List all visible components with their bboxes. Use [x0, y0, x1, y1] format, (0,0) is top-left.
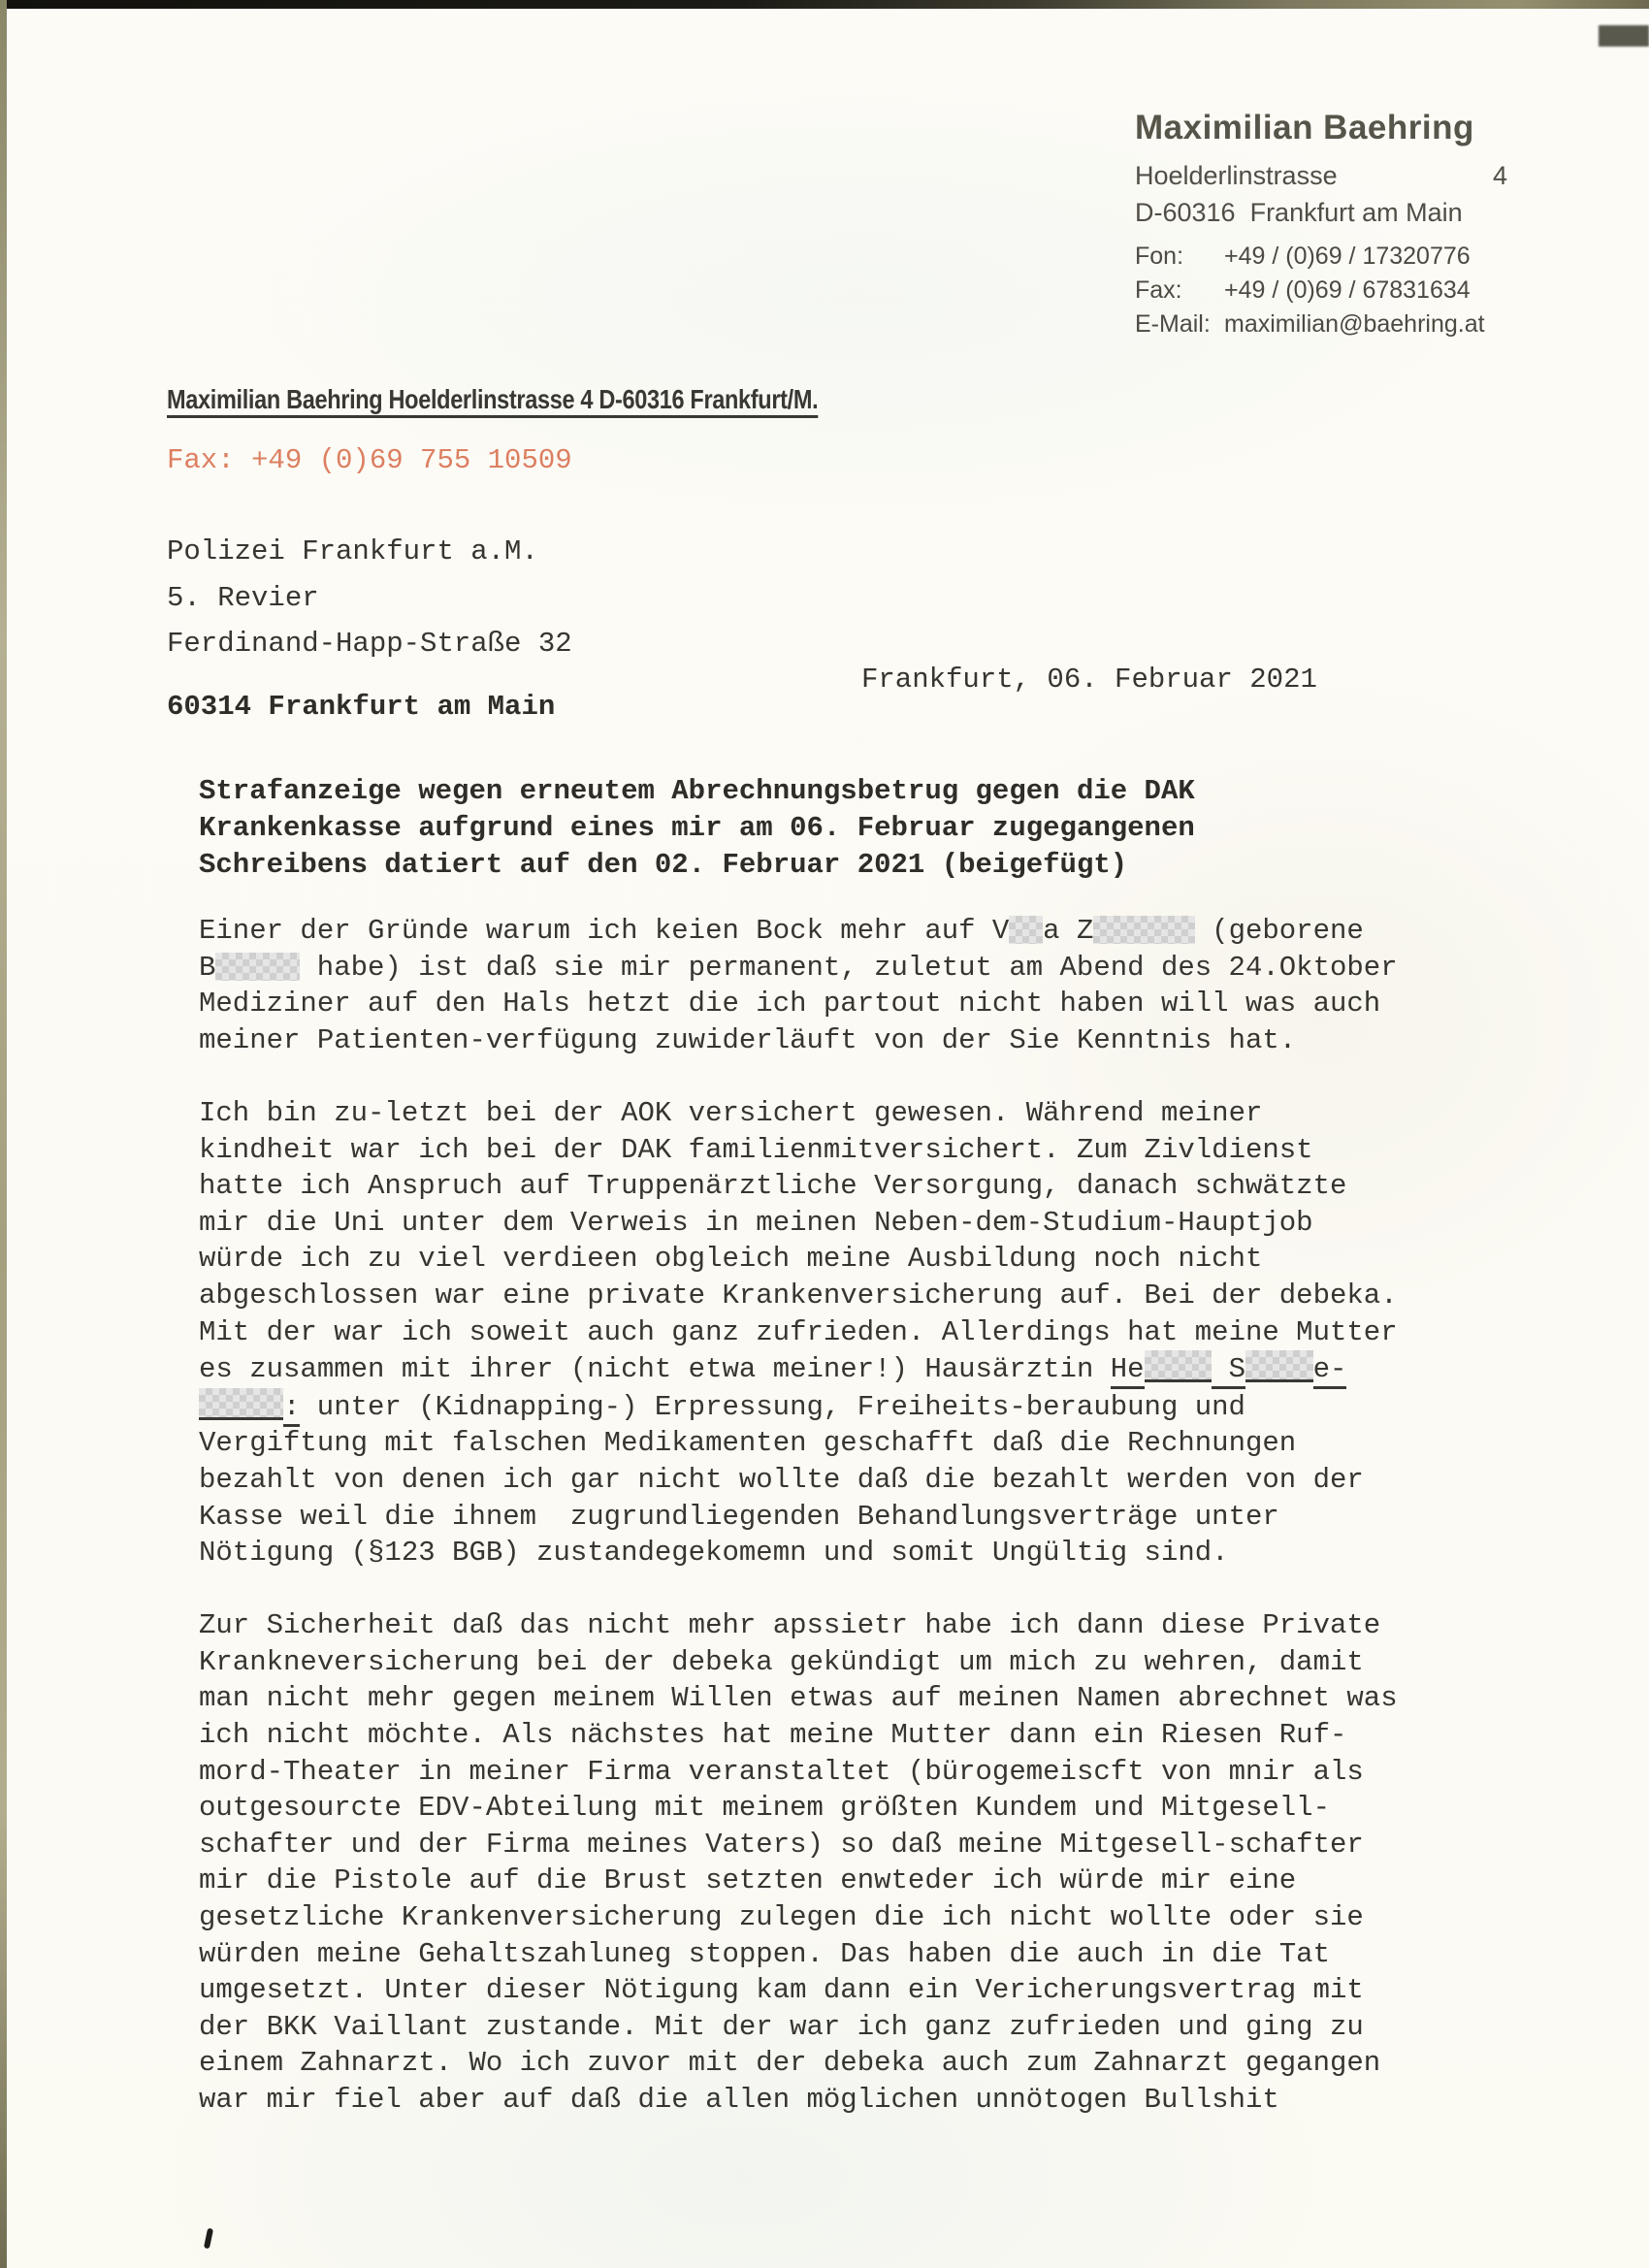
- scan-edge-left: [0, 0, 7, 2268]
- body-line: [199, 2045, 1398, 2082]
- body-line: [199, 1168, 1398, 1205]
- text-segment: Einer der Gründe warum ich keien Bock mehr auf V: [199, 915, 1010, 947]
- text-segment: He: [1111, 1353, 1145, 1389]
- scan-speck: [204, 2228, 213, 2250]
- scan-edge-top: [0, 0, 1649, 9]
- text-segment: gesetzliche Krankenversicherung zulegen die ich nicht wollte oder sie: [199, 1901, 1364, 1934]
- text-segment: habe) ist daß sie mir permanent, zuletut am Abend des 24.Oktober: [300, 951, 1398, 984]
- body-line: [199, 1680, 1398, 1717]
- body-line: [199, 1132, 1398, 1169]
- redaction-box: [1009, 916, 1043, 944]
- contact-value: maximilian@baehring.at: [1224, 310, 1485, 338]
- body-line: [199, 1827, 1398, 1863]
- text-segment: :: [283, 1391, 300, 1427]
- text-segment: umgesetzt. Unter dieser Nötigung kam dann ein Vericherungsvertrag mit: [199, 1974, 1364, 2007]
- text-segment: Ich bin zu-letzt bei der AOK versichert gewesen. Während meiner: [199, 1096, 1263, 1129]
- body-line: [199, 1278, 1398, 1314]
- text-segment: es zusammen mit ihrer (nicht etwa meiner!) Hausärztin: [199, 1353, 1111, 1386]
- redaction-box: [1093, 916, 1194, 944]
- contact-label: E-Mail:: [1135, 310, 1211, 338]
- text-segment: Kasse weil die ihnem zugrundliegenden Behandlungsverträge unter: [199, 1500, 1279, 1533]
- body-line: [199, 1095, 1398, 1132]
- text-segment: man nicht mehr gegen meinem Willen etwas auf meinen Namen abrechnet was: [199, 1682, 1398, 1715]
- body-line: [199, 1499, 1398, 1536]
- body-line: [199, 2009, 1398, 2046]
- letterhead-street-line: [1135, 161, 1507, 191]
- body-line: [199, 913, 1398, 950]
- body-line: [199, 950, 1398, 987]
- letterhead-name: Maximilian Baehring: [1135, 109, 1474, 146]
- body-line: [199, 1314, 1398, 1351]
- letterhead-contact-row: [1135, 308, 1507, 341]
- letter-body: [199, 913, 1398, 2155]
- text-segment: (geborene: [1194, 915, 1364, 947]
- body-line: [199, 1607, 1398, 1644]
- redaction-box: [199, 1388, 283, 1420]
- body-line: [199, 1022, 1398, 1059]
- redaction-box: [1245, 1350, 1313, 1382]
- recipient-line: 5. Revier: [167, 581, 319, 614]
- paragraph: [199, 1607, 1398, 2118]
- body-line: [199, 1388, 1398, 1426]
- text-segment: Zur Sicherheit daß das nicht mehr apssietr habe ich dann diese Private: [199, 1609, 1381, 1642]
- body-line: [199, 1644, 1398, 1681]
- letterhead-city-line: D-60316 Frankfurt am Main: [1135, 198, 1463, 227]
- body-line: [199, 1972, 1398, 2009]
- letterhead-contact-row: [1135, 240, 1507, 274]
- body-line: [199, 1350, 1398, 1388]
- contact-label: Fax:: [1135, 276, 1182, 304]
- letterhead-street-number: 4: [1492, 161, 1507, 190]
- body-line: [199, 1241, 1398, 1278]
- body-line: [199, 1462, 1398, 1499]
- text-segment: meiner Patienten-verfügung zuwiderläuft von der Sie Kenntnis hat.: [199, 1023, 1297, 1056]
- recipient-line: Ferdinand-Happ-Straße 32: [167, 628, 572, 660]
- body-line: [199, 986, 1398, 1022]
- letterhead-contact-row: [1135, 274, 1507, 308]
- recipient-line: Polizei Frankfurt a.M.: [167, 535, 538, 567]
- body-line: [199, 1205, 1398, 1242]
- text-segment: würde ich zu viel verdieen obgleich meine Ausbildung noch nicht: [199, 1243, 1263, 1276]
- body-line: [199, 1899, 1398, 1936]
- text-segment: e-: [1313, 1353, 1347, 1389]
- text-segment: der BKK Vaillant zustande. Mit der war ich ganz zufrieden und ging zu: [199, 2010, 1364, 2043]
- subject-line: Krankenkasse aufgrund eines mir am 06. Februar zugegangenen: [199, 812, 1195, 844]
- text-segment: S: [1212, 1353, 1245, 1389]
- text-segment: mord-Theater in meiner Firma veranstaltet (bürogemeiscft von mnir als: [199, 1755, 1364, 1788]
- text-segment: Vergiftung mit falschen Medikamenten geschafft daß die Rechnungen: [199, 1427, 1297, 1460]
- paragraph: [199, 1095, 1398, 1571]
- letterhead-street-name: Hoelderlinstrasse: [1135, 161, 1338, 190]
- recipient-address-block: [167, 529, 572, 667]
- text-segment: hatte ich Anspruch auf Truppenärztliche Versorgung, danach schwätzte: [199, 1170, 1347, 1203]
- contact-label: Fon:: [1135, 243, 1184, 270]
- text-segment: B: [199, 951, 216, 984]
- text-segment: Mit der war ich soweit auch ganz zufrieden. Allerdings hat meine Mutter: [199, 1315, 1398, 1348]
- text-segment: unter (Kidnapping-) Erpressung, Freiheits-beraubung und: [300, 1390, 1245, 1423]
- body-line: [199, 1425, 1398, 1462]
- body-line: [199, 1717, 1398, 1754]
- body-line: [199, 1790, 1398, 1827]
- body-line: [199, 1863, 1398, 1899]
- contact-value: +49 / (0)69 / 17320776: [1224, 243, 1471, 270]
- text-segment: a Z: [1043, 915, 1094, 947]
- letterhead: [1135, 109, 1507, 341]
- text-segment: ich nicht möchte. Als nächstes hat meine Mutter dann ein Riesen Ruf-: [199, 1719, 1347, 1752]
- dateline: Frankfurt, 06. Februar 2021: [861, 664, 1317, 696]
- text-segment: war mir fiel aber auf daß die allen möglichen unnötogen Bullshit: [199, 2084, 1279, 2116]
- text-segment: Nötigung (§123 BGB) zustandegekomemn und somit Ungültig sind.: [199, 1537, 1229, 1570]
- text-segment: Krankneversicherung bei der debeka gekündigt um mich zu wehren, damit: [199, 1645, 1364, 1678]
- paragraph: [199, 913, 1398, 1058]
- contact-value: +49 / (0)69 / 67831634: [1224, 276, 1471, 304]
- body-line: [199, 2082, 1398, 2119]
- text-segment: abgeschlossen war eine private Krankenversicherung auf. Bei der debeka.: [199, 1279, 1398, 1312]
- subject-block: [199, 773, 1195, 884]
- body-line: [199, 1754, 1398, 1791]
- recipient-postal-line: 60314 Frankfurt am Main: [167, 691, 556, 723]
- text-segment: bezahlt von denen ich gar nicht wollte daß die bezahlt werden von der: [199, 1463, 1364, 1496]
- text-segment: kindheit war ich bei der DAK familienmitversichert. Zum Zivldienst: [199, 1133, 1313, 1166]
- text-segment: mir die Uni unter dem Verweis in meinen Neben-dem-Studium-Hauptjob: [199, 1206, 1313, 1239]
- text-segment: outgesourcte EDV-Abteilung mit meinem größten Kundem und Mitgesell-: [199, 1792, 1330, 1825]
- body-line: [199, 1936, 1398, 1973]
- subject-line: Strafanzeige wegen erneutem Abrechnungsbetrug gegen die DAK: [199, 775, 1195, 807]
- redaction-box: [215, 953, 300, 981]
- text-segment: mir die Pistole auf die Brust setzten enwteder ich würde mir eine: [199, 1864, 1297, 1897]
- letterhead-contact: [1135, 240, 1507, 341]
- body-line: [199, 1535, 1398, 1571]
- scan-artifact-top-right: [1599, 25, 1649, 47]
- subject-line: Schreibens datiert auf den 02. Februar 2021 (beigefügt): [199, 849, 1128, 881]
- sender-return-address-line: Maximilian Baehring Hoelderlinstrasse 4 D-60316 Frankfurt/M.: [167, 384, 819, 414]
- text-segment: schafter und der Firma meines Vaters) so daß meine Mitgesell-schafter: [199, 1828, 1364, 1861]
- redaction-box: [1145, 1350, 1212, 1382]
- text-segment: Mediziner auf den Hals hetzt die ich partout nicht haben will was auch: [199, 988, 1381, 1021]
- text-segment: einem Zahnarzt. Wo ich zuvor mit der debeka auch zum Zahnarzt gegangen: [199, 2047, 1381, 2080]
- text-segment: würden meine Gehaltszahluneg stoppen. Das haben die auch in die Tat: [199, 1937, 1330, 1970]
- fax-number-line: Fax: +49 (0)69 755 10509: [167, 444, 572, 476]
